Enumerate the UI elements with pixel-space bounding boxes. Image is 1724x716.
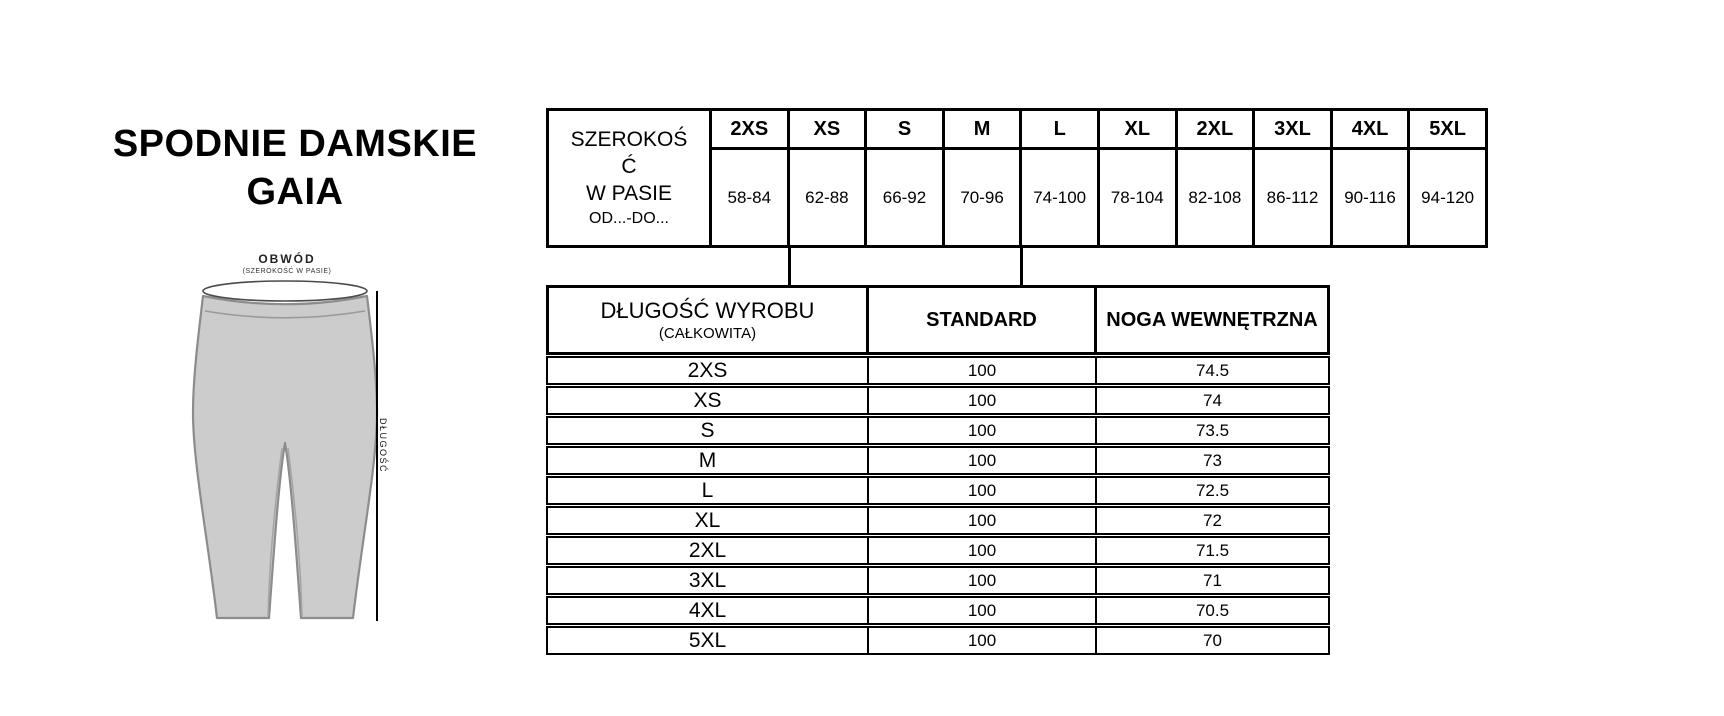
size-header: XS (790, 111, 865, 150)
size-header: 5XL (1410, 111, 1485, 150)
table-connector-line (788, 246, 791, 288)
row-size: M (548, 448, 869, 473)
size-column (1100, 111, 1178, 245)
table-row (546, 416, 1330, 445)
length-table (546, 285, 1330, 655)
table-row (546, 566, 1330, 595)
waist-range: 90-116 (1344, 187, 1396, 207)
size-header: 2XL (1178, 111, 1253, 150)
waist-range: 74-100 (1033, 187, 1087, 207)
waist-width-row-header (549, 111, 712, 245)
length-header-sub: (CAŁKOWITA) (658, 324, 757, 342)
row-standard: 100 (869, 388, 1097, 413)
size-header: S (867, 111, 942, 150)
row-inner-leg: 74 (1203, 390, 1222, 410)
row-standard: 100 (869, 448, 1097, 473)
table-connector-line (1020, 246, 1023, 288)
size-column (1255, 111, 1333, 245)
waist-circumference-label: OBWÓD (258, 252, 316, 266)
row-header-line: SZEROKOŚ (570, 127, 688, 151)
size-column (1178, 111, 1256, 245)
row-inner-leg: 72 (1203, 510, 1222, 530)
row-inner-leg: 72.5 (1195, 480, 1230, 500)
size-column (790, 111, 868, 245)
size-column (712, 111, 790, 245)
size-columns (712, 111, 1485, 245)
size-column (945, 111, 1023, 245)
length-header-cell (549, 288, 869, 352)
waist-range: 58-84 (727, 187, 772, 207)
inner-leg-header-cell: NOGA WEWNĘTRZNA (1106, 308, 1318, 331)
size-header: 3XL (1255, 111, 1330, 150)
table-row (546, 626, 1330, 655)
table-row (546, 446, 1330, 475)
standard-header-cell: STANDARD (869, 288, 1097, 352)
row-header-line: Ć (621, 154, 637, 178)
row-standard: 100 (869, 358, 1097, 383)
size-column (867, 111, 945, 245)
row-size: L (548, 478, 869, 503)
row-size: 4XL (548, 598, 869, 623)
row-size: 2XL (548, 538, 869, 563)
title-line-2: GAIA (246, 171, 344, 213)
table-row (546, 506, 1330, 535)
size-header: 4XL (1333, 111, 1408, 150)
row-size: 3XL (548, 568, 869, 593)
size-header: 2XS (712, 111, 787, 150)
size-header: XL (1100, 111, 1175, 150)
table-row (546, 386, 1330, 415)
row-standard: 100 (869, 538, 1097, 563)
row-size: S (548, 418, 869, 443)
row-inner-leg: 70 (1203, 630, 1222, 650)
waist-ellipse (203, 281, 367, 301)
row-inner-leg: 71 (1203, 570, 1222, 590)
waist-range: 82-108 (1188, 187, 1242, 207)
table-row (546, 596, 1330, 625)
row-inner-leg: 71.5 (1195, 540, 1230, 560)
length-header-main: DŁUGOŚĆ WYROBU (600, 297, 815, 323)
size-column (1410, 111, 1485, 245)
row-standard: 100 (869, 478, 1097, 503)
row-header-line: W PASIE (586, 181, 672, 205)
pants-silhouette (193, 296, 377, 618)
waist-range: 94-120 (1421, 187, 1475, 207)
size-column (1022, 111, 1100, 245)
table-row (546, 356, 1330, 385)
waist-range: 86-112 (1266, 187, 1319, 207)
row-standard: 100 (869, 508, 1097, 533)
waist-range: 62-88 (805, 187, 849, 207)
row-standard: 100 (869, 598, 1097, 623)
waist-width-table (546, 108, 1488, 248)
row-header-subline: OD...-DO... (589, 209, 669, 227)
waist-circumference-sublabel: (SZEROKOŚĆ W PASIE) (242, 268, 332, 275)
row-size: 5XL (548, 628, 869, 653)
waist-range: 78-104 (1110, 187, 1164, 207)
row-inner-leg: 70.5 (1195, 600, 1230, 620)
size-column (1333, 111, 1411, 245)
size-header: M (945, 111, 1020, 150)
page-title (85, 120, 505, 216)
row-size: XL (548, 508, 869, 533)
row-standard: 100 (869, 568, 1097, 593)
table-row (546, 476, 1330, 505)
row-inner-leg: 73 (1203, 450, 1222, 470)
row-inner-leg: 73.5 (1195, 420, 1230, 440)
row-size: XS (548, 388, 869, 413)
title-line-1: SPODNIE DAMSKIE (112, 123, 478, 165)
size-header: L (1022, 111, 1097, 150)
row-size: 2XS (548, 358, 869, 383)
row-standard: 100 (869, 628, 1097, 653)
pants-illustration (172, 248, 402, 628)
length-table-header (546, 285, 1330, 355)
row-inner-leg: 74.5 (1195, 360, 1230, 380)
row-standard: 100 (869, 418, 1097, 443)
waist-range: 66-92 (882, 187, 927, 207)
table-row (546, 536, 1330, 565)
length-label: DŁUGOŚĆ (378, 418, 388, 474)
waist-range: 70-96 (960, 187, 1004, 207)
